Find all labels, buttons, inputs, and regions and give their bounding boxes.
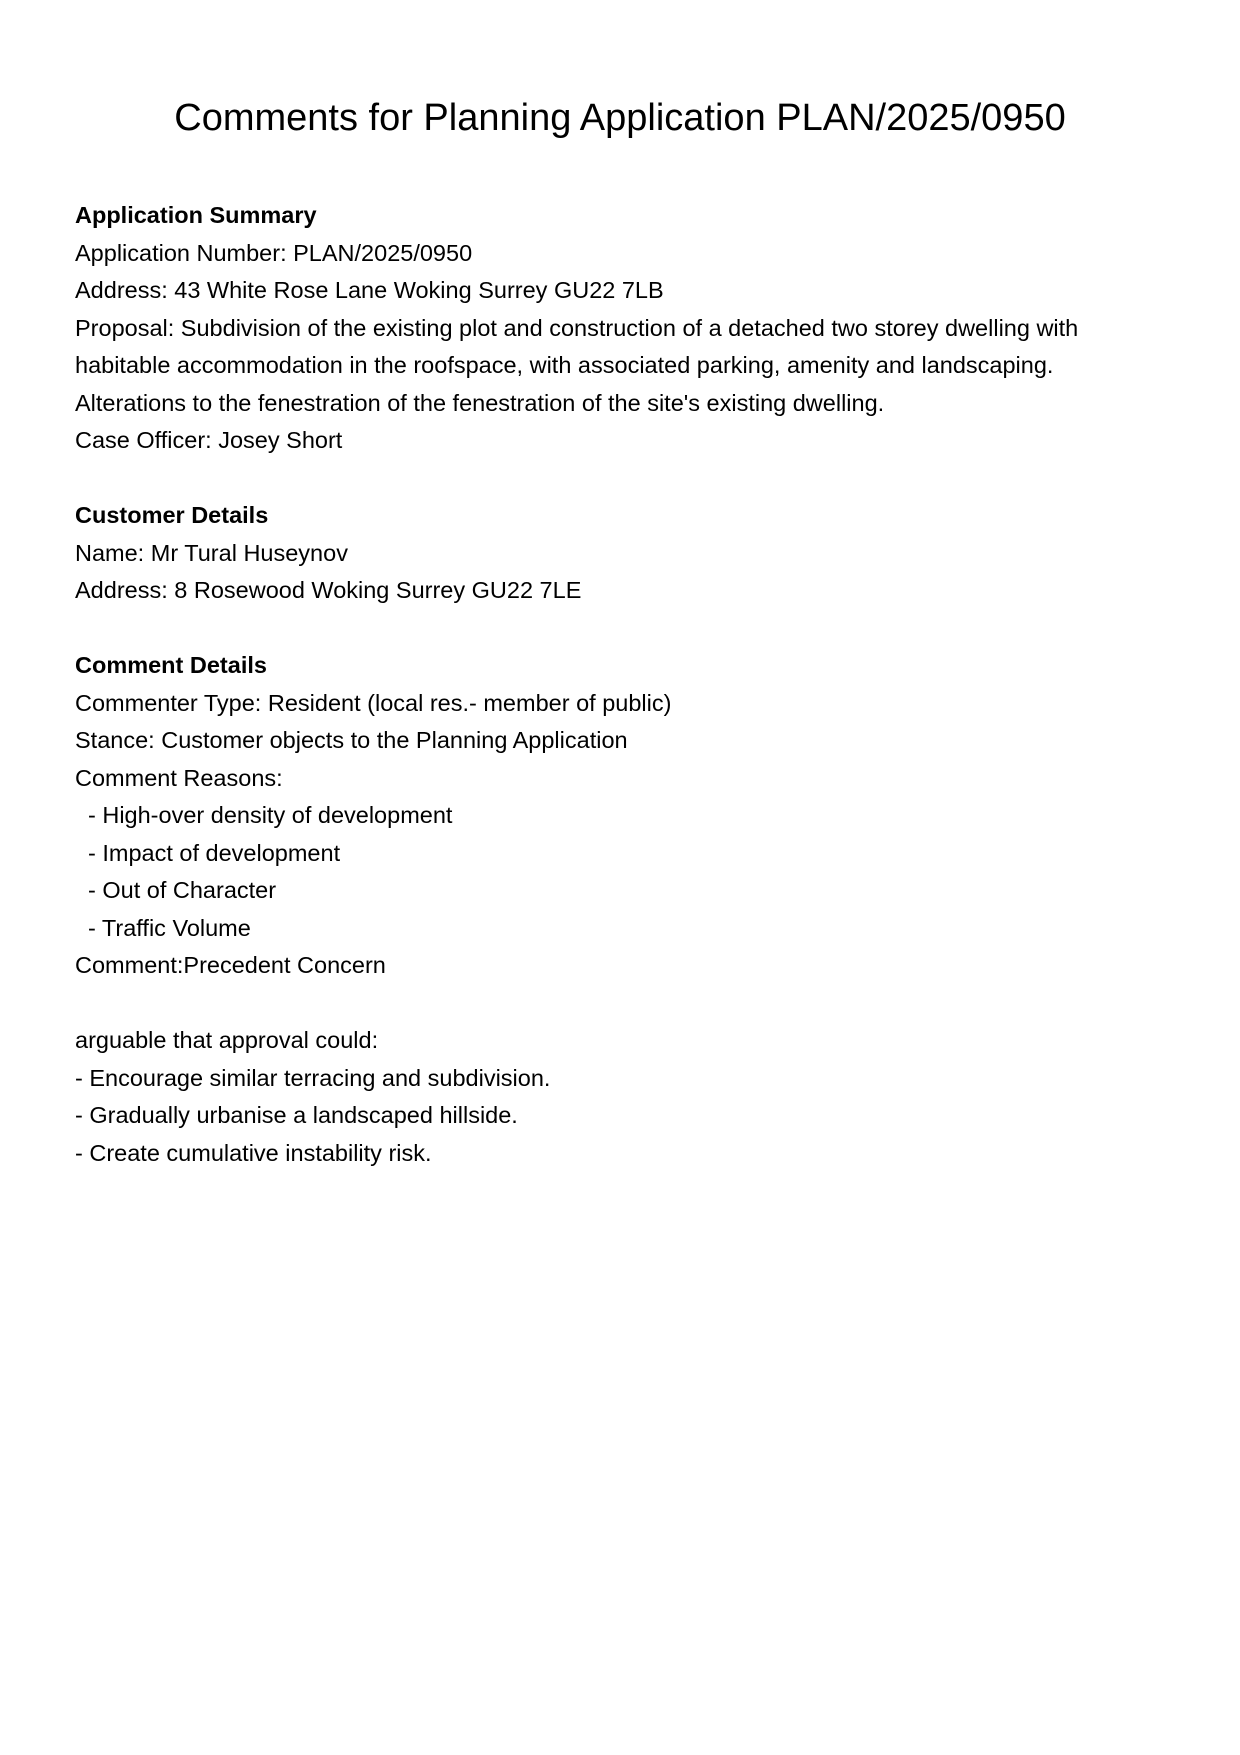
proposal-line: Proposal: Subdivision of the existing plot and construction of a detached two storey dwelling with [75,314,1079,341]
application-address: Address: 43 White Rose Lane Woking Surrey GU22 7LB [75,277,664,303]
comment-body-intro: arguable that approval could: [75,1027,379,1053]
comment-details-heading: Comment Details [75,652,267,678]
comment-body-point: - Encourage similar terracing and subdivision. [75,1064,551,1091]
comment-reason-item: - Out of Character [88,877,277,903]
customer-details-heading: Customer Details [75,502,269,528]
comment-reason-item: - Impact of development [88,839,341,866]
customer-name: Name: Mr Tural Huseynov [75,539,348,566]
proposal-line: Alterations to the fenestration of the fenestration of the site's existing dwelling. [75,389,885,416]
comment-title: Comment:Precedent Concern [75,952,386,978]
stance: Stance: Customer objects to the Planning Application [75,727,628,753]
paragraph-spacer [75,985,1175,1023]
section-spacer [75,460,1175,498]
page-title: Comments for Planning Application PLAN/2025/0950 [174,97,1066,139]
commenter-type: Commenter Type: Resident (local res.- member of public) [75,689,672,716]
section-spacer [75,610,1175,648]
case-officer: Case Officer: Josey Short [75,427,343,453]
application-number: Application Number: PLAN/2025/0950 [75,239,473,266]
comment-details-section [75,647,1175,1172]
customer-details-section [75,497,1175,610]
customer-address: Address: 8 Rosewood Woking Surrey GU22 7LE [75,577,582,603]
comment-body-point: - Create cumulative instability risk. [75,1139,432,1166]
comment-reasons-label: Comment Reasons: [75,764,283,791]
document-body [75,197,1175,1172]
proposal-line: habitable accommodation in the roofspace, with associated parking, amenity and landscaping. [75,352,1054,378]
application-summary-section [75,197,1175,460]
comment-body-point: - Gradually urbanise a landscaped hillside. [75,1102,518,1128]
comment-reason-item: - Traffic Volume [88,914,251,941]
application-summary-heading: Application Summary [75,202,317,228]
comment-reason-item: - High-over density of development [88,802,453,828]
